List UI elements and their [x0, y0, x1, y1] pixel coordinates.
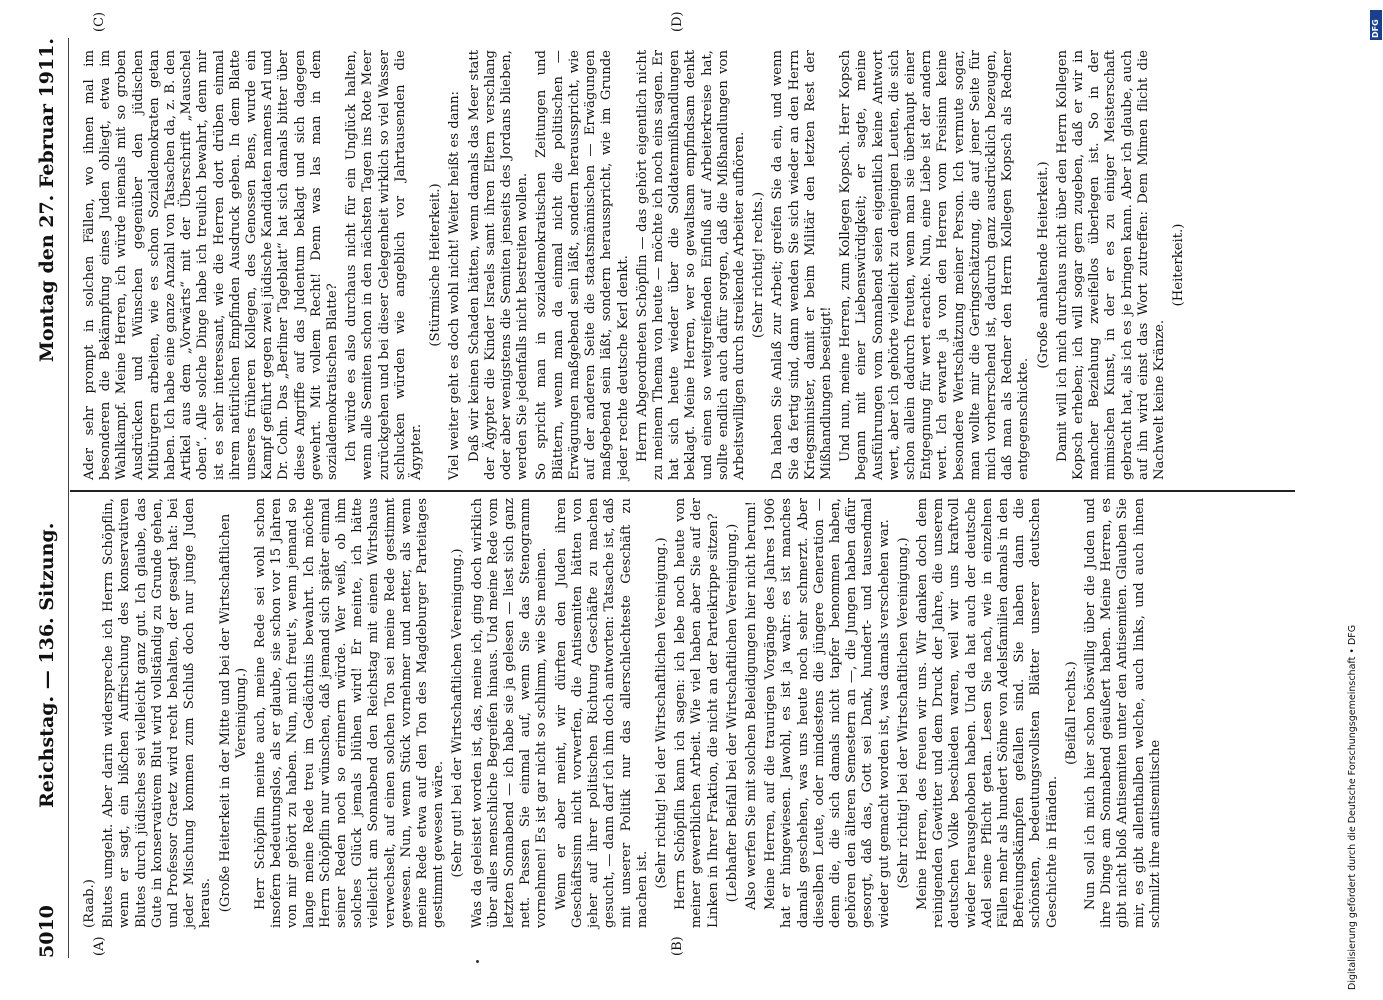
- digitization-credit: [1342, 10, 1364, 990]
- paragraph: Und nun, meine Herren, zum Kollegen Kopsch. Herr Kopsch begann mit einer Liebenswürdigkeit; er sagte, meine Ausführungen vom Sonnabend seien eigentlich keine Antwort wert, aber ich gehörte vielleicht zu denjenigen Leuten, die sich schon allein dadurch freuten, wenn man sie überhaupt einer Entgegnung für wert erachte. Nun, eine Liebe ist der andern wert. Ich erwarte ja von den Herren vom Freisinn keine besondere Wertschätzung meiner Person. Ich vermute sogar, man wollte mir die Geringschätzung, die auf jener Seite für mich vorherrschend ist, dadurch ganz ausdrücklich bezeugen, daß man als Redner den Herrn Kollegen Kopsch als Redner entgegenschickte.: [838, 50, 1032, 480]
- paragraph: Blutes umgeht. Aber darin widerspreche ich Herrn Schöpflin, wenn er sagt, ein bißchen Auffrischung des konservativen Blutes durch jüdisches sei vielleicht ganz gut. Ich glaube, das Gute in konservativem Blut wird vollständig zu Grunde gehen, und Professor Graetz wird recht behalten, der gesagt hat: bei jeder Mischung kommen zum Schluß doch nur junge Juden heraus.: [101, 498, 214, 928]
- paragraph: Also werfen Sie mit solchen Beleidigungen hier nicht herum!: [743, 501, 759, 910]
- dfg-logo-text: DFG: [1371, 19, 1380, 38]
- margin-mark-b: (B): [670, 936, 685, 956]
- paragraph: Herrn Abgeordneten Schöpflin — das gehört eigentlich nicht zu meinem Thema von heute — möchte ich noch eins sagen. Er hat sich heute wieder über die Soldatenmißhandlungen beklagt. Meine Herren, wer so gewaltsam empfindsam denkt und einen so weitgreifenden Einfluß auf Arbeiterkreise hat, sollte endlich auch dafür sorgen, daß die Mißhandlungen von Arbeitswilligen durch streikende Arbeiter aufhören.: [634, 50, 747, 480]
- interjection: (Beifall rechts.): [1063, 661, 1079, 765]
- interjection: (Sehr richtig! rechts.): [751, 191, 767, 339]
- dfg-logo: [1370, 10, 1382, 40]
- paragraph: Wenn er aber meint, wir dürften den Juden ihren Geschäftssinn nicht vorwerfen, die Antisemiten hätten von jeher auf ihrer politischen Richtung Geschäfte zu machen gesucht, — dann darf ich ihm doch antworten: Tatsache ist, daß mit unserer Politik nur das allerschlechteste Geschäft zu machen ist.: [553, 498, 650, 928]
- interjection: (Lebhafter Beifall bei der Wirtschaftlichen Vereinigung.): [724, 523, 740, 903]
- paragraph: Meine Herren, auf die traurigen Vorgänge des Jahres 1906 hat er hingewiesen. Jawohl, es ist ja wahr: es ist manches damals geschehen, was uns heute noch sehr schmerzt. Aber dieselben Leute, oder mindestens die jüngere Generation — denn die, die sich damals nicht tapfer benommen haben, gehören den älteren Semestern an —, die Jungen haben dafür gesorgt, daß das, Gott sei Dank, hundert- und tausendmal wieder gut gemacht worden ist, was damals verschehen war.: [763, 498, 892, 928]
- paragraph: (Raab.): [82, 879, 97, 928]
- paragraph: Nun soll ich mich hier schon böswillig über die Juden und ihre Dinge am Sonnabend geäußert haben. Meine Herren, es gibt nicht bloß Antisemiten unter den Antisemiten. Glauben Sie mir, es gibt allenthalben welche, auch links, und auch ihnen schmilzt ihre antisemitische: [1082, 498, 1163, 928]
- page-header: [22, 38, 68, 958]
- session-date: Montag den 27. Februar 1911.: [36, 38, 58, 363]
- paragraph: Viel weiter geht es doch wohl nicht! Weiter heißt es dann:: [447, 90, 463, 480]
- interjection: (Heiterkeit.): [1171, 223, 1187, 307]
- right-column: [82, 50, 1187, 480]
- paragraph: Meine Herren, des freuen wir uns. Wir danken doch dem reinigenden Gewitter und dem Druck der Jahre, die unserem deutschen Volke beschieden waren, weil wir uns kraftvoll wieder herausgehoben haben. Und da hat auch der deutsche Adel seine Pflicht getan. Lesen Sie nach, wie in einzelnen Fällen mehr als hundert Söhne von Adelsfamilien damals in den Befreiungskämpfen gefallen sind. Sie haben dann die schönsten, bedeutungsvollsten Blätter unserer deutschen Geschichte in Händen.: [914, 498, 1060, 928]
- stray-mark: [476, 960, 479, 963]
- paragraph: Ader sehr prompt in solchen Fällen, wo ihnen mal im besonderen die Bekämpfung eines Juden obliegt, etwa im Wahlkampf. Meine Herren, ich würde niemals mit so groben Ausdrücken und Wünschen gegenüber den jüdischen Mitbürgern arbeiten, wie es schon Sozialdemokraten getan haben. Ich habe eine ganze Anzahl von Tatsachen da, z. B. den Artikel aus dem „Vorwärts“ mit der Überschrift „Mauschel oben“. Alle solche Dinge habe ich treulich bewahrt, denn mir ist es sehr interessant, wie die Herren dort drüben einmal ihrem natürlichen Empfinden Ausdruck geben. In dem Blatte unseres früheren Kollegen, des Genossen Bens, wurde ein Kampf geführt gegen zwei jüdische Kandidaten namens Arl und Dr. Cohn. Das „Berliner Tageblatt“ hat sich damals bitter über diese Angriffe auf das Judentum beklagt und sich dagegen gewehrt. Mit vollem Recht! Denn was las man in dem sozialdemokratischen Blatte?: [82, 50, 341, 480]
- page-number: 5010: [36, 905, 58, 958]
- margin-mark-d: (D): [670, 11, 685, 32]
- paragraph: Da haben Sie Anlaß zur Arbeit; greifen Sie da ein, und wenn Sie da fertig sind, dann wenden Sie sich wieder an den Herrn Kriegsminister, damit er beim Militär den letzten Rest der Mißhandlungen beseitigt!: [770, 50, 834, 480]
- session-title: Reichstag. — 136. Sitzung.: [36, 522, 58, 808]
- paragraph: Was da geleistet worden ist, das, meine ich, ging doch wirklich über alles menschliche Begreifen hinaus. Und meine Rede vom letzten Sonnabend — ich habe sie ja gelesen — liest sich ganz nett. Passen Sie einmal auf, wenn Sie das Stenogramm vornehmen! Es ist gar nicht so schlimm, wie Sie meinen.: [469, 498, 550, 928]
- interjection: (Sehr richtig! bei der Wirtschaftlichen Vereinigung.): [895, 537, 911, 889]
- paragraph: Ich würde es also durchaus nicht für ein Unglück halten, wenn alle Semiten schon in den nächsten Tagen ins Rote Meer zurückgehen und bei dieser Gelegenheit wirklich so viel Wasser schlucken würden wie angeblich vor Jahrtausenden die Ägypter.: [344, 50, 425, 480]
- interjection: (Stürmische Heiterkeit.): [428, 183, 444, 347]
- credit-text: Digitalisierung gefördert durch die Deutsche Forschungsgemeinschaft • DFG: [1347, 624, 1358, 990]
- interjection: (Sehr gut! bei der Wirtschaftlichen Vereinigung.): [450, 548, 466, 878]
- paragraph: Herrn Schöpflin kann ich sagen: ich lebe noch heute von meiner gewerblichen Arbeit. Wie viel haben aber Sie auf der Linken in Ihrer Fraktion, die nicht an der Parteikrippe sitzen?: [673, 498, 721, 928]
- header-rule: [68, 38, 69, 958]
- margin-mark-a: (A): [92, 936, 107, 956]
- margin-mark-c: (C): [92, 11, 107, 32]
- paragraph: Damit will ich mich durchaus nicht über den Herrn Kollegen Kopsch erheben; ich will sogar gern zugeben, daß er wir in mancher Beziehung zweifellos überlegen ist. So in der mimischen Kunst, in der er es zu einiger Meisterschaft gebracht hat, als ich es je bringen kann. Aber ich glaube, auch auf ihn wird einst das Wort zutreffen: Dem Mimen flicht die Nachwelt keine Kränze.: [1054, 50, 1167, 480]
- interjection: (Große anhaltende Heiterkeit.): [1035, 161, 1051, 369]
- paragraph: Herr Schöpflin meinte auch, meine Rede sei wohl schon insofern bedeutungslos, als er glaube, sie schon vor 15 Jahren von mir gehört zu haben. Nun, mich freut's, wenn jemand so lange meine Rede treu im Gedächtnis bewahrt. Ich möchte Herrn Schöpflin nur wünschen, daß jemand sich später einmal seiner Reden noch so erinnern würde. Wer weiß, ob ihm solches Glück jemals blühen wird! Er meinte, ich hätte vielleicht am Sonnabend den Reichstag mit einem Wirtshaus verwechselt, auf einen solchen Ton sei meine Rede gestimmt gewesen. Nun, wenn Stück vornehmer und netter, als wenn meine Rede etwa auf den Ton des Magdeburger Parteitages gestimmt gewesen wäre.: [253, 498, 447, 928]
- left-column: [82, 498, 1182, 928]
- interjection: (Große Heiterkeit in der Mitte und bei der Wirtschaftlichen Vereinigung.): [217, 513, 249, 913]
- interjection: (Sehr richtig! bei der Wirtschaftlichen Vereinigung.): [653, 537, 669, 889]
- column-divider: [70, 490, 1295, 492]
- paragraph: So spricht man in sozialdemokratischen Zeitungen und Blättern, wenn man da einmal nicht die politischen — Erwägungen maßgebend sein läßt, sondern herausspricht, wie auf der anderen Seite die staatsmännischen — Erwägungen maßgebend sein läßt, sondern herausspricht, wie im Grunde jeder rechte deutsche Kerl denkt.: [534, 50, 631, 480]
- paragraph: Daß wir keinen Schaden hätten, wenn damals das Meer statt der Ägypter die Kinder Israels samt ihren Eltern verschlang oder aber wenigstens die Semiten jenseits des Jordans blieben, werden Sie jedenfalls nicht bestreiten wollen.: [466, 50, 531, 480]
